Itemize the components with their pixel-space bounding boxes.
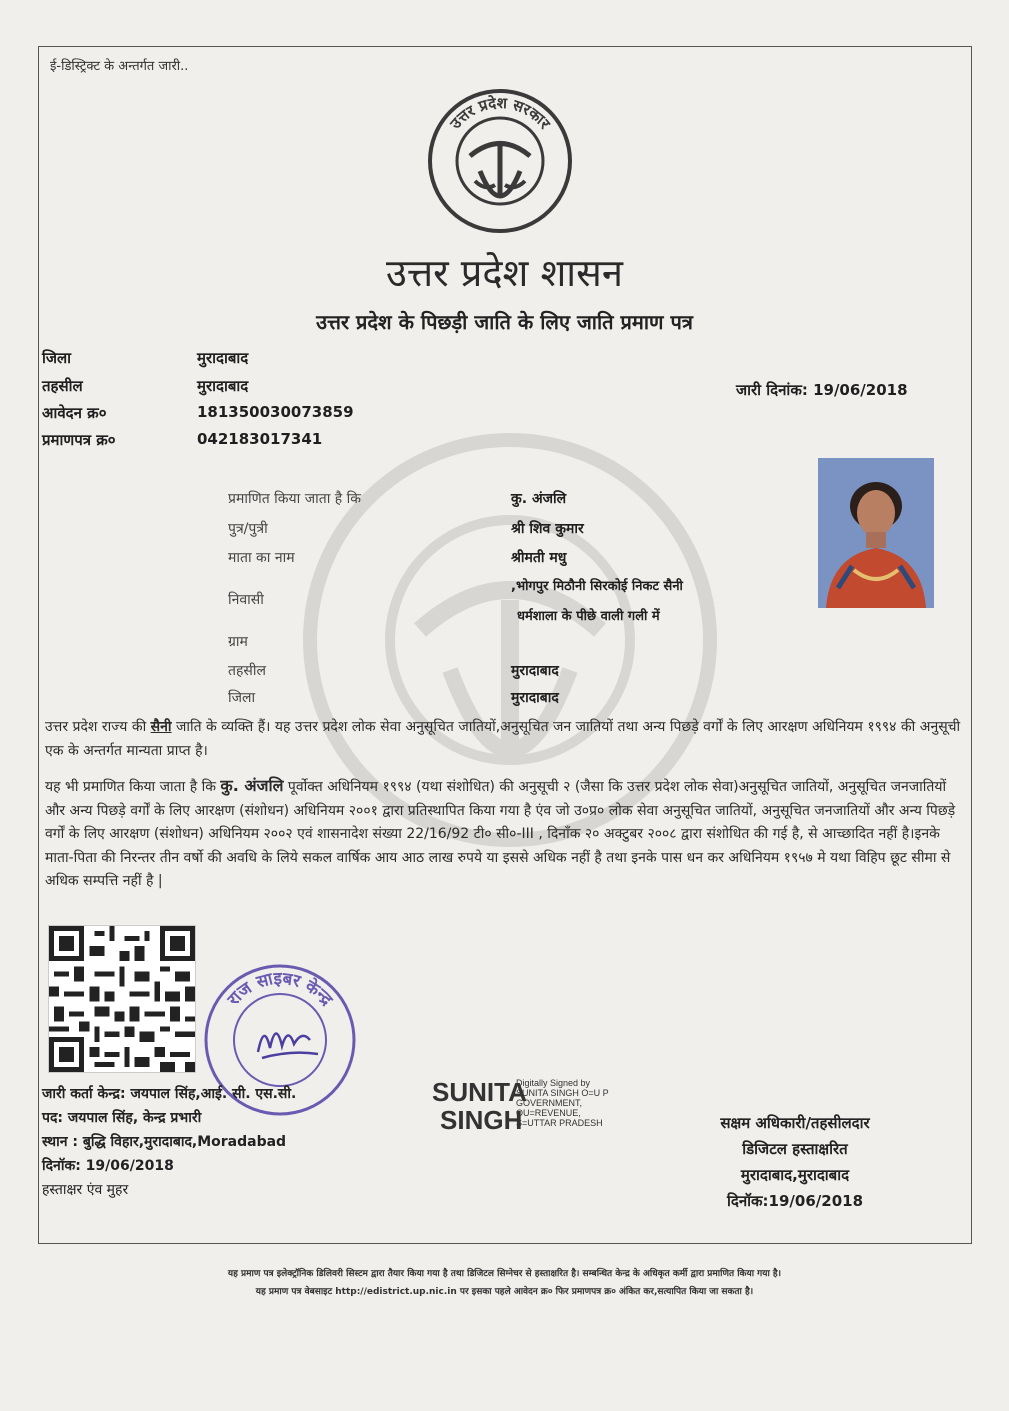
signer-last-name: SINGH xyxy=(440,1105,523,1135)
cert-para-name: कु. अंजलि xyxy=(220,776,284,795)
father-name: श्री शिव कुमार xyxy=(511,521,584,537)
district-value: मुरादाबाद xyxy=(197,349,249,367)
digital-signature-name xyxy=(432,1078,527,1134)
competent-authority-block xyxy=(680,1110,910,1214)
application-number: 181350030073859 xyxy=(197,403,354,421)
authority-date: दिनॉक:19/06/2018 xyxy=(726,1192,864,1210)
issue-date xyxy=(736,380,908,400)
cert-para-text-b: पूर्वोक्त अधिनियम १९९४ (यथा संशोधित) की अनुसूची २ (जैसा कि उत्तर प्रदेश लोक सेवा)अनुसूचित जातियों, अनुसूचित जनजातियों और अन्य पिछड़े वर्गों के लिए आरक्षण (संशोधन) अधिनियम २००१ द्वारा प्रतिस्थापित किया गया है एंव जो उ०प्र० लोक सेवा अनुसूचित जातियों, अनुसूचित जनजातियों और अन्य पिछड़े वर्गों के लिए आरक्षण (संशोधन) अधिनियम २००२ एवं शासनादेश संख्या 22/16/92 टी० सी०-III , दिनाँक २० अक्टुबर २००८ द्वारा संशोधित की गई है, से आच्छादित नहीं है।इनके माता-पिता की निरन्तर तीन वर्षो की अवधि के लिये सकल वार्षिक आय आठ लाख रुपये या इससे अधिक नहीं है तथा इनके पास धन कर अधिनियम १९५७ मे यथा विहिप छूट सीमा से अधिक सम्पत्ति नहीं है | xyxy=(45,779,956,889)
tehsil-value: मुरादाबाद xyxy=(197,377,249,395)
handwritten-signature-icon xyxy=(258,1033,318,1058)
issue-date-value: 19/06/2018 xyxy=(813,381,908,399)
district-label: जिला xyxy=(42,349,72,367)
issue-date-label: जारी दिनांक: xyxy=(736,381,808,399)
cert-para-text-a: यह भी प्रमाणित किया जाता है कि xyxy=(45,779,221,795)
digital-signature-details xyxy=(516,1078,609,1128)
caste-para-text-a: उत्तर प्रदेश राज्य की xyxy=(45,719,151,735)
parent-label: पुत्र/पुत्री xyxy=(228,521,268,537)
sig-line: Digitally Signed by xyxy=(516,1078,591,1088)
address-line-2: धर्मशाला के पीछे वाली गली में xyxy=(517,609,660,624)
svg-text:राज साइबर केन्द्र xyxy=(223,969,337,1011)
page-title: उत्तर प्रदेश शासन xyxy=(386,251,623,295)
certification-paragraph xyxy=(45,774,965,894)
authority-digital: डिजिटल हस्ताक्षरित xyxy=(742,1140,848,1158)
mother-label: माता का नाम xyxy=(228,550,295,566)
sig-line: S=UTTAR PRADESH xyxy=(516,1118,603,1128)
svg-text:उत्तर प्रदेश सरकार: उत्तर प्रदेश सरकार xyxy=(446,93,554,133)
resident-label: निवासी xyxy=(228,592,264,608)
footer-note-1: यह प्रमाण पत्र इलेक्ट्रॉनिक डिलिवरी सिस्टम द्वारा तैयार किया गया है तथा डिजिटल सिग्नेचर से हस्ताक्षरित है। सम्बन्धित केन्द्र के अधिकृत कर्मी द्वारा प्रमाणित किया गया है। xyxy=(227,1269,782,1279)
applicant-name: कु. अंजलि xyxy=(511,491,567,507)
address-line-1: ,भोगपुर मिठौनी सिरकोई निकट सैनी xyxy=(511,579,683,594)
issuer-date: दिनॉक: 19/06/2018 xyxy=(42,1158,174,1174)
tehsil-label: तहसील xyxy=(42,377,83,395)
sig-line: GOVERNMENT, xyxy=(516,1098,583,1108)
signer-first-name: SUNITA xyxy=(432,1077,527,1107)
district-detail-value: मुरादाबाद xyxy=(511,690,559,706)
up-government-emblem-icon xyxy=(425,86,575,236)
e-district-note: ई-डिस्ट्रिक्ट के अन्तर्गत जारी.. xyxy=(50,59,189,74)
signature-seal-label: हस्ताक्षर एंव मुहर xyxy=(42,1182,129,1198)
issuing-center: जारी कर्ता केन्द्र: जयपाल सिंह,आई. सी. एस.सी. xyxy=(42,1086,297,1102)
authority-place: मुरादाबाद,मुरादाबाद xyxy=(740,1166,850,1184)
issuer-post: पद: जयपाल सिंह, केन्द्र प्रभारी xyxy=(42,1110,202,1126)
stamp-text: राज साइबर केन्द्र xyxy=(223,968,337,1010)
qr-code-icon xyxy=(48,925,196,1073)
caste-paragraph xyxy=(45,716,965,763)
tehsil-detail-label: तहसील xyxy=(228,663,266,679)
issuer-block xyxy=(42,1082,296,1202)
certificate-subtitle: उत्तर प्रदेश के पिछड़ी जाति के लिए जाति प्रमाण पत्र xyxy=(316,310,693,334)
application-label: आवेदन क्र० xyxy=(42,404,107,422)
sig-line: SUNITA SINGH O=U P xyxy=(516,1088,609,1098)
authority-title: सक्षम अधिकारी/तहसीलदार xyxy=(720,1114,870,1132)
village-label: ग्राम xyxy=(228,634,248,650)
district-detail-label: जिला xyxy=(228,690,256,706)
footer-note-2: यह प्रमाण पत्र वेबसाइट http://edistrict.up.nic.in पर इसका पहले आवेदन क्र० फिर प्रमाणपत्र क्र० अंकित कर,सत्यापित किया जा सकता है। xyxy=(255,1287,754,1297)
certify-label: प्रमाणित किया जाता है कि xyxy=(228,491,362,507)
certificate-label: प्रमाणपत्र क्र० xyxy=(42,431,116,449)
tehsil-detail-value: मुरादाबाद xyxy=(511,663,559,679)
mother-name: श्रीमती मधु xyxy=(511,550,567,566)
caste-para-text-b: जाति के व्यक्ति हैं। यह उत्तर प्रदेश लोक सेवा अनुसूचित जातियों,अनुसूचित जन जातियों तथा अन्य पिछड़े वर्गों के लिए आरक्षण अधिनियम १९९४ की अनुसूची एक के अन्तर्गत मान्यता प्राप्त है। xyxy=(45,719,961,759)
applicant-photo-icon xyxy=(818,458,934,608)
caste-name: सैनी xyxy=(150,719,172,735)
issuer-place: स्थान : बुद्धि विहार,मुरादाबाद,Moradabad xyxy=(42,1134,287,1150)
certificate-number: 042183017341 xyxy=(197,430,323,448)
sig-line: OU=REVENUE, xyxy=(516,1108,581,1118)
